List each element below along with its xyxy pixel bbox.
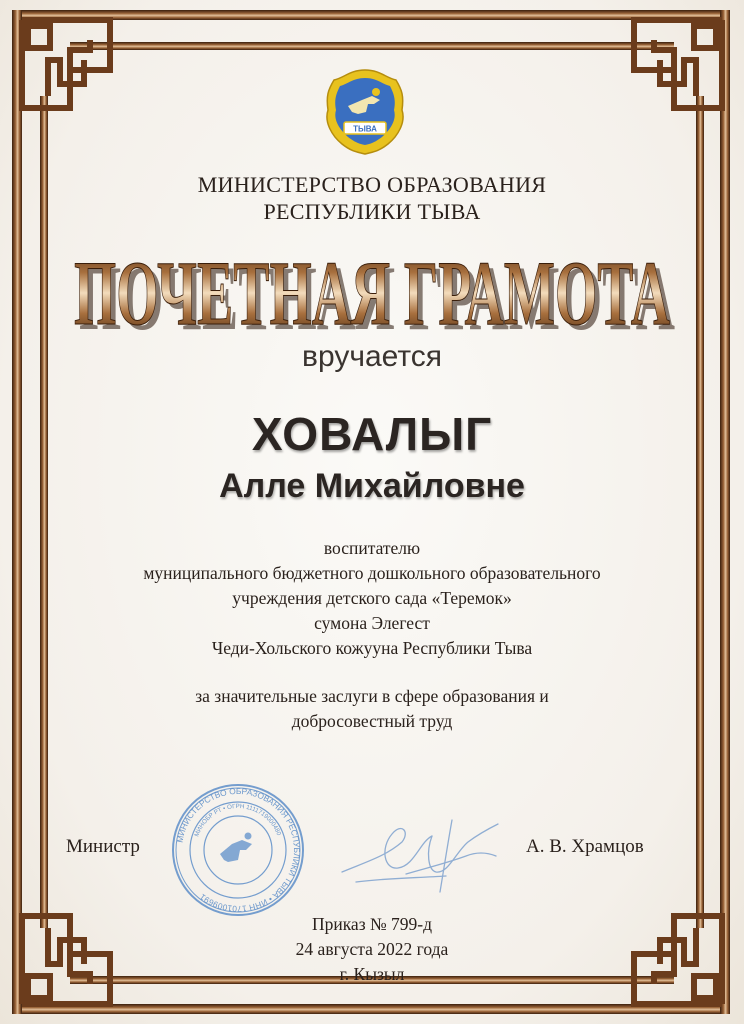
republic-emblem-icon [322, 66, 408, 156]
ministry-name-line2: РЕСПУБЛИКИ ТЫВА [263, 199, 481, 224]
certificate-title-shadow: ПОЧЕТНАЯ ГРАМОТА [79, 247, 675, 338]
ministry-name-line1: МИНИСТЕРСТВО ОБРАЗОВАНИЯ [197, 172, 547, 197]
seal-inner-text: МИНОБР РТ • ОГРН 1111719000480 [193, 802, 283, 838]
certificate-title [64, 238, 680, 338]
presented-text: вручается [302, 340, 442, 373]
official-seal-icon [170, 782, 306, 918]
seal-ring-text: МИНИСТЕРСТВО ОБРАЗОВАНИЯ РЕСПУБЛИКИ ТЫВА • ИНН 1701009691 [174, 785, 303, 915]
svg-text:МИНОБР РТ • ОГРН 1111719000480 [193, 803, 282, 838]
merit-text [0, 684, 744, 734]
position-line: муниципального бюджетного дошкольного образовательного [143, 563, 601, 583]
position-line: учреждения детского сада «Теремок» [232, 588, 512, 608]
recipient-position [0, 536, 744, 661]
order-number: Приказ № 799-д [311, 914, 433, 934]
signatory-name: А. В. Храмцов [526, 836, 644, 857]
signatory-title: Министр [66, 836, 140, 857]
order-date: 24 августа 2022 года [295, 939, 449, 959]
merit-line: добросовестный труд [291, 711, 453, 731]
signature-icon [336, 812, 508, 898]
order-place: г. Кызыл [339, 964, 405, 984]
position-line: сумона Элегест [314, 613, 430, 633]
position-line: воспитателю [323, 538, 421, 558]
merit-line: за значительные заслуги в сфере образования и [195, 686, 549, 706]
position-line: Чеди-Хольского кожууна Республики Тыва [211, 638, 533, 658]
certificate-title-text: ПОЧЕТНАЯ ГРАМОТА [74, 242, 670, 338]
emblem-text: ТЫВА [353, 124, 377, 134]
order-details [0, 912, 744, 987]
recipient-surname: ХОВАЛЫГ [251, 408, 493, 460]
recipient-given-name: Алле Михайловне [219, 467, 525, 505]
